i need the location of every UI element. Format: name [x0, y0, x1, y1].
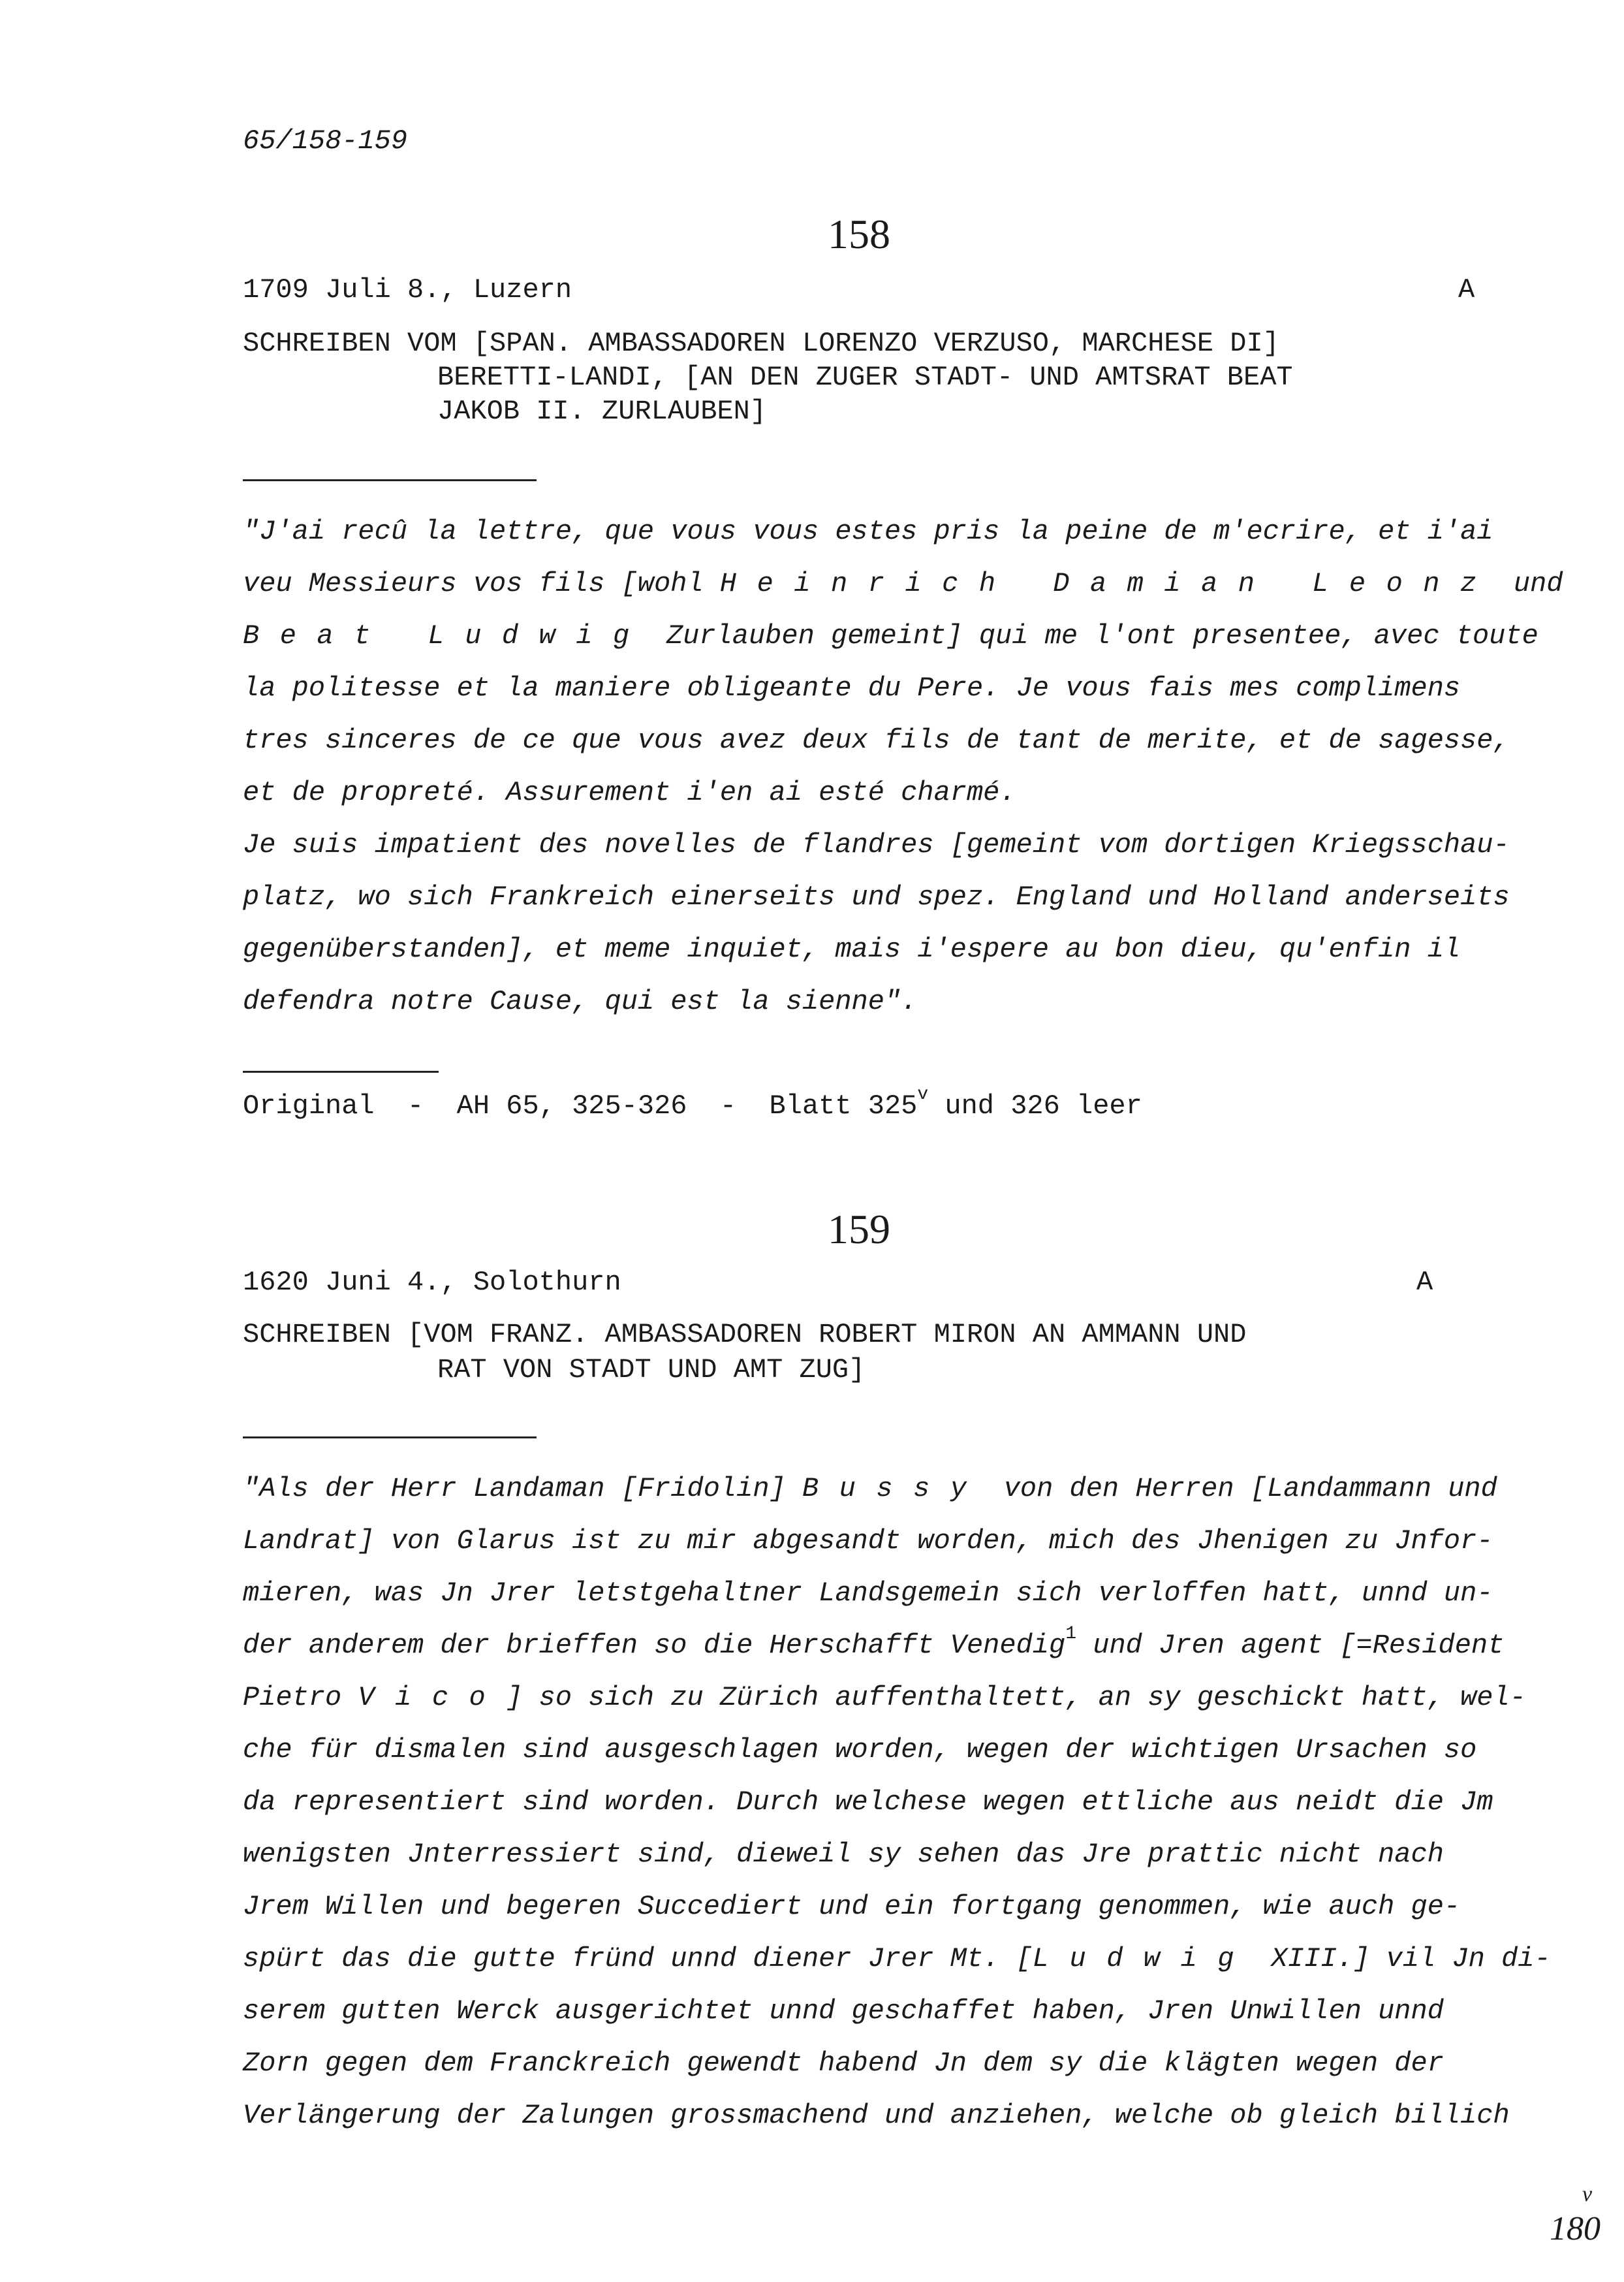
text-line: Beat Ludwig Zurlauben gemeint] qui me l'ont presentee, avec toute: [243, 620, 1538, 652]
text-line: "J'ai recû la lettre, que vous vous estes pris la peine de m'ecrire, et i'ai: [243, 516, 1493, 547]
text-line: serem gutten Werck ausgerichtet unnd geschaffet haben, Jren Unwillen unnd: [243, 1995, 1444, 2027]
text-line: et de propreté. Assurement i'en ai esté charmé.: [243, 777, 1016, 808]
text-line: Je suis impatient des novelles de flandres [gemeint vom dortigen Kriegsschau-: [243, 829, 1510, 861]
document-number-158: 158: [828, 211, 890, 257]
text-line: defendra notre Cause, qui est la sienne".: [243, 986, 918, 1017]
text-line: platz, wo sich Frankreich einerseits und spez. England und Holland anderseits: [243, 881, 1510, 913]
text-line: mieren, was Jn Jrer letstgehaltner Landsgemein sich verloffen hatt, unnd un-: [243, 1577, 1493, 1609]
doc159-title-rule: [243, 1436, 537, 1438]
doc158-title-rule: [243, 479, 537, 481]
doc158-class: A: [1458, 274, 1475, 306]
doc159-class: A: [1416, 1267, 1433, 1298]
text-line: tres sinceres de ce que vous avez deux fils de tant de merite, et de sagesse,: [243, 725, 1510, 756]
text-line: veu Messieurs vos fils [wohl Heinrich Damian Leonz und: [243, 568, 1563, 599]
text-line: Landrat] von Glarus ist zu mir abgesandt worden, mich des Jhenigen zu Jnfor-: [243, 1525, 1493, 1557]
text-line: Jrem Willen und begeren Succediert und ein fortgang genommen, wie auch ge-: [243, 1891, 1461, 1922]
doc159-title-line-2: RAT VON STADT UND AMT ZUG]: [437, 1354, 866, 1386]
doc158-title-line-2: BERETTI-LANDI, [AN DEN ZUGER STADT- UND AMTSRAT BEAT: [437, 362, 1293, 393]
doc158-source-note: Original - AH 65, 325-326 - Blatt 325$^v$ und 326 leer: [243, 1085, 1142, 1122]
text-line: da representiert sind worden. Durch welchese wegen ettliche aus neidt die Jm: [243, 1786, 1493, 1818]
text-line: che für dismalen sind ausgeschlagen worden, wegen der wichtigen Ursachen so: [243, 1734, 1477, 1766]
text-line: spürt das die gutte fründ unnd diener Jrer Mt. [Ludwig XIII.] vil Jn di-: [243, 1943, 1551, 1974]
text-line: "Als der Herr Landaman [Fridolin] Bussy von den Herren [Landammann und: [243, 1473, 1497, 1504]
doc159-title-line-1: SCHREIBEN [VOM FRANZ. AMBASSADOREN ROBERT MIRON AN AMMANN UND: [243, 1319, 1247, 1350]
doc158-source-rule: [243, 1071, 439, 1073]
text-line: der anderem der brieffen so die Herschafft Venedig$^1$ und Jren agent [=Resident: [243, 1624, 1505, 1661]
text-line: wenigsten Jnterressiert sind, dieweil sy sehen das Jre prattic nicht nach: [243, 1839, 1444, 1870]
doc158-date-place: 1709 Juli 8., Luzern: [243, 274, 572, 306]
text-line: la politesse et la maniere obligeante du Pere. Je vous fais mes complimens: [243, 673, 1461, 704]
text-line: Pietro Vico] so sich zu Zürich auffenthaltett, an sy geschickt hatt, wel-: [243, 1682, 1526, 1713]
archive-reference: 65/158-159: [243, 125, 408, 157]
doc158-title-line-3: JAKOB II. ZURLAUBEN]: [437, 396, 767, 427]
page-number-handwritten: 180: [1550, 2210, 1601, 2247]
doc158-title-line-1: SCHREIBEN VOM [SPAN. AMBASSADOREN LORENZO VERZUSO, MARCHESE DI]: [243, 328, 1279, 359]
text-line: gegenüberstanden], et meme inquiet, mais i'espere au bon dieu, qu'enfin il: [243, 934, 1461, 965]
text-line: Verlängerung der Zalungen grossmachend und anziehen, welche ob gleich billich: [243, 2100, 1510, 2131]
text-line: Zorn gegen dem Franckreich gewendt habend Jn dem sy die klägten wegen der: [243, 2048, 1444, 2079]
document-number-159: 159: [828, 1206, 890, 1252]
page-mark-top: v: [1582, 2182, 1593, 2206]
doc159-date-place: 1620 Juni 4., Solothurn: [243, 1267, 621, 1298]
